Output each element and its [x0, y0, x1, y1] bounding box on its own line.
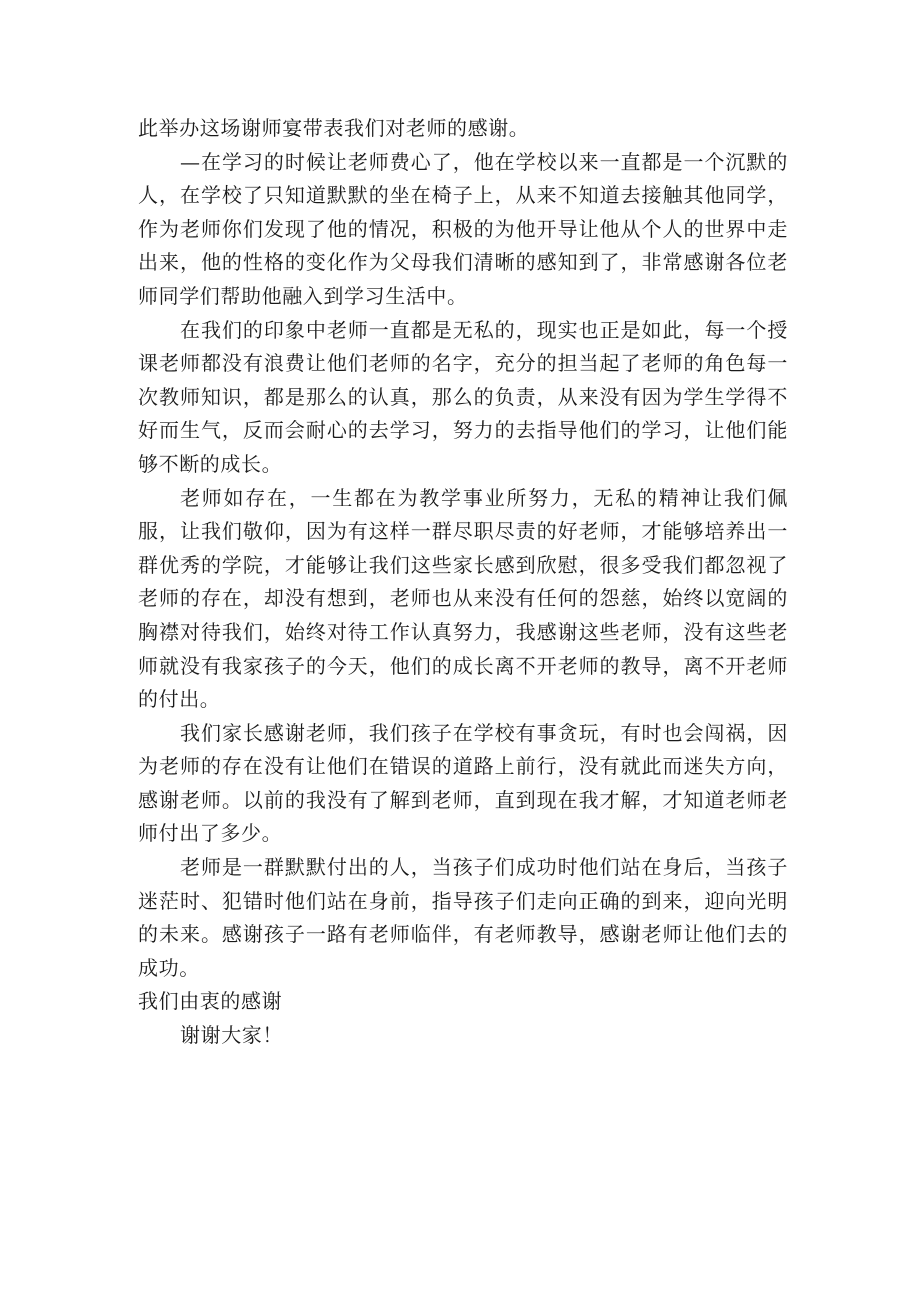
- paragraph-parents-thanks: 我们家长感谢老师，我们孩子在学校有事贪玩，有时也会闯祸，因为老师的存在没有让他们在错误的道路上前行，没有就此而迷失方向，感谢老师。以前的我没有了解到老师，直到现在我才解，才知道老师老师付出了多少。: [138, 720, 788, 846]
- paragraph-teacher-dedication: 老师如存在，一生都在为教学事业所努力，无私的精神让我们佩服，让我们敬仰，因为有这样一群尽职尽责的好老师，才能够培养出一群优秀的学院，才能够让我们这些家长感到欣慰，很多受我们都忽视了老师的存在，却没有想到，老师也从来没有任何的怨慈，始终以宽阔的胸襟对待我们，始终对待工作认真努力，我感谢这些老师，没有这些老师就没有我家孩子的今天，他们的成长离不开老师的教导，离不开老师的付出。: [138, 485, 788, 712]
- paragraph-sincere-thanks: 我们由衷的感谢: [138, 989, 283, 1014]
- paragraph-child-growth: —在学习的时候让老师费心了，他在学校以来一直都是一个沉默的人，在学校了只知道默默的坐在椅子上，从来不知道去接触其他同学，作为老师你们发现了他的情况，积极的为他开导让他从个人的世界中走出来，他的性格的变化作为父母我们清晰的感知到了，非常感谢各位老师同学们帮助他融入到学习生活中。: [138, 149, 788, 308]
- paragraph-thank-you-all: 谢谢大家！: [180, 1023, 283, 1048]
- paragraph-opening-line: 此举办这场谢师宴带表我们对老师的感谢。: [138, 116, 530, 140]
- paragraph-selfless-teachers: 在我们的印象中老师一直都是无私的，现实也正是如此，每一个授课老师都没有浪费让他们老师的名字，充分的担当起了老师的角色每一次教师知识，都是那么的认真，那么的负责，从来没有因为学生学得不好而生气，反而会耐心的去学习，努力的去指导他们的学习，让他们能够不断的成长。: [138, 317, 788, 476]
- document-body: [138, 112, 788, 1053]
- paragraph-silent-givers: 老师是一群默默付出的人，当孩子们成功时他们站在身后，当孩子迷茫时、犯错时他们站在身前，指导孩子们走向正确的到来，迎向光明的未来。感谢孩子一路有老师临伴，有老师教导，感谢老师让他们去的成功。: [138, 855, 788, 980]
